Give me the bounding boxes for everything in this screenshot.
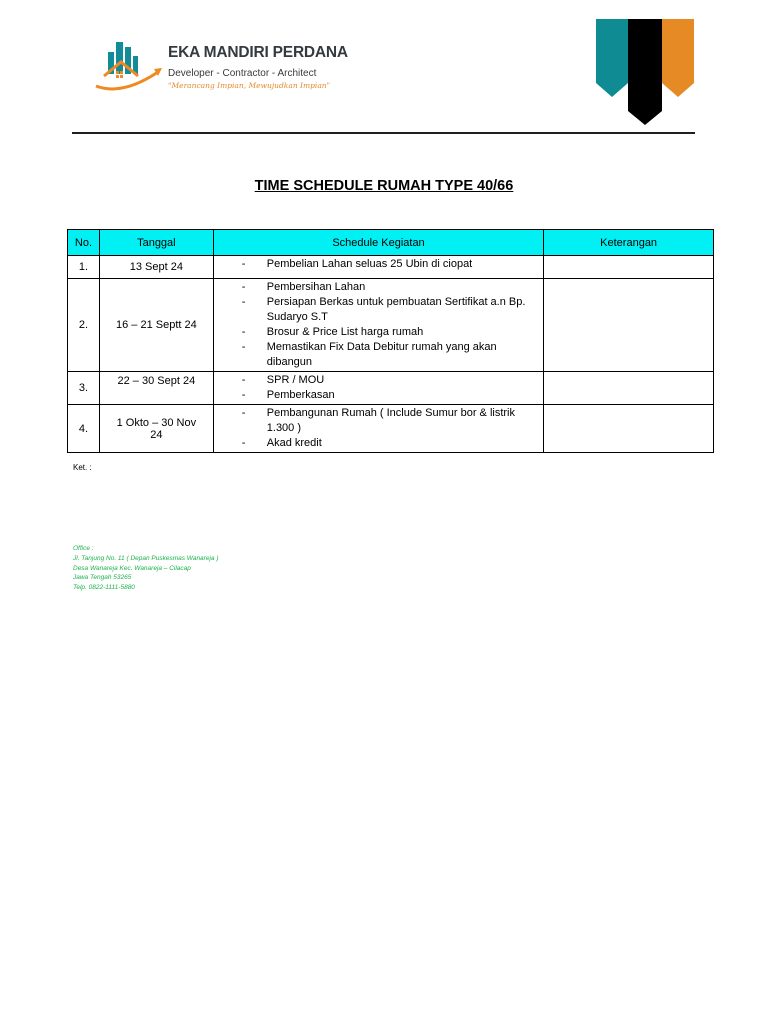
table-row bbox=[68, 279, 714, 372]
table-header-row bbox=[68, 230, 714, 256]
activity-item: - Akad kredit bbox=[242, 436, 537, 451]
row-number: 1. bbox=[68, 256, 100, 279]
activity-item: - Persiapan Berkas untuk pembuatan Sertifikat a.n Bp. Sudaryo S.T bbox=[242, 295, 537, 325]
row-note bbox=[544, 256, 714, 279]
activity-item: - Brosur & Price List harga rumah bbox=[242, 325, 537, 340]
row-number: 2. bbox=[68, 279, 100, 372]
row-date: 13 Sept 24 bbox=[99, 256, 213, 279]
activity-item: - SPR / MOU bbox=[242, 373, 537, 388]
ket-label: Ket. : bbox=[73, 463, 92, 472]
column-header-schedule: Schedule Kegiatan bbox=[213, 230, 543, 256]
header-divider bbox=[72, 132, 695, 134]
activity-item: - Pemberkasan bbox=[242, 388, 537, 403]
office-label: Office : bbox=[73, 545, 94, 552]
column-header-tanggal: Tanggal bbox=[99, 230, 213, 256]
company-logo bbox=[92, 38, 348, 98]
office-street: Jl. Tanjung No. 11 ( Depan Puskesmas Wanareja ) bbox=[73, 554, 219, 562]
table-row bbox=[68, 256, 714, 279]
company-motto: "Merancang Impian, Mewujudkan Impian" bbox=[168, 81, 331, 90]
ribbon-banners-icon bbox=[596, 19, 694, 127]
company-tagline: Developer - Contractor - Architect bbox=[168, 68, 317, 79]
office-phone: Telp. 0822-1111-5880 bbox=[73, 584, 135, 592]
column-header-no: No. bbox=[68, 230, 100, 256]
row-activities bbox=[213, 279, 543, 372]
office-province: Jawa Tengah 53265 bbox=[73, 574, 132, 582]
row-date: 22 – 30 Sept 24 bbox=[99, 372, 213, 405]
table-row bbox=[68, 372, 714, 405]
row-note bbox=[544, 279, 714, 372]
document-title: TIME SCHEDULE RUMAH TYPE 40/66 bbox=[254, 178, 514, 194]
row-activities bbox=[213, 372, 543, 405]
row-note bbox=[544, 372, 714, 405]
column-header-keterangan: Keterangan bbox=[544, 230, 714, 256]
row-date: 16 – 21 Septt 24 bbox=[99, 279, 213, 372]
table-row bbox=[68, 405, 714, 453]
office-address bbox=[73, 544, 218, 593]
activity-item: - Pembelian Lahan seluas 25 Ubin di ciopat bbox=[242, 257, 537, 272]
schedule-table bbox=[67, 229, 714, 453]
row-activities bbox=[213, 256, 543, 279]
activity-item: - Pembangunan Rumah ( Include Sumur bor & listrik 1.300 ) bbox=[242, 406, 537, 436]
row-activities bbox=[213, 405, 543, 453]
row-number: 3. bbox=[68, 372, 100, 405]
logo-text bbox=[168, 44, 348, 90]
row-number: 4. bbox=[68, 405, 100, 453]
activity-item: - Pembersihan Lahan bbox=[242, 280, 537, 295]
company-name: EKA MANDIRI PERDANA bbox=[168, 44, 348, 61]
office-village: Desa Wanareja Kec. Wanareja – Cilacap bbox=[73, 564, 191, 572]
house-with-buildings-logo-icon bbox=[92, 38, 164, 96]
activity-item: - Memastikan Fix Data Debitur rumah yang akan dibangun bbox=[242, 340, 537, 370]
row-date: 1 Okto – 30 Nov 24 bbox=[99, 405, 213, 453]
row-note bbox=[544, 405, 714, 453]
